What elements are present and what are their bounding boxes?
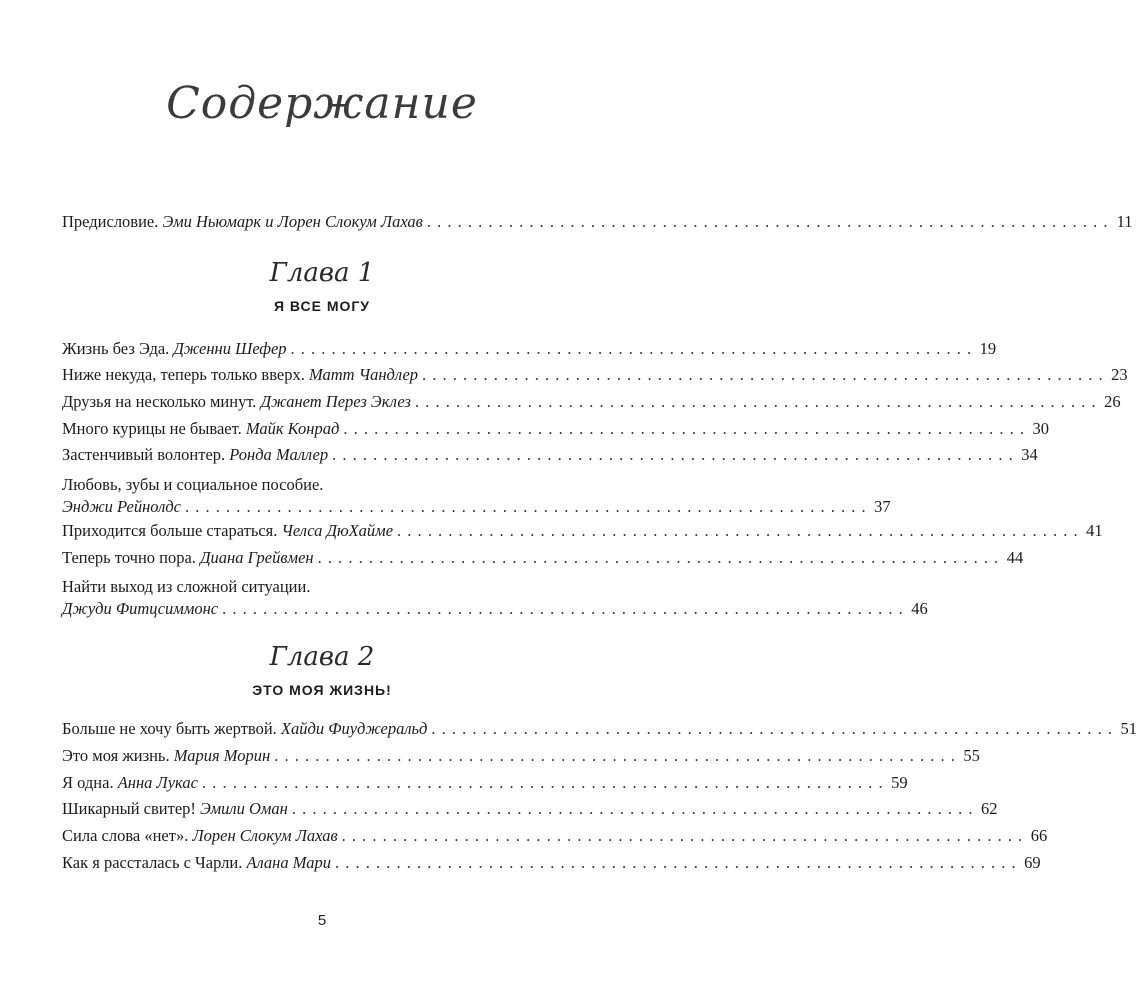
entry-author: Джуди Фитцсиммонс [62,599,219,618]
toc-entry[interactable] [62,718,1137,740]
entry-title: Больше не хочу быть жертвой. [62,719,277,738]
entry-author: Хайди Фиуджеральд [280,719,428,738]
entry-page-number: 46 [911,599,928,618]
toc-entry[interactable] [62,418,1049,440]
leader-dots [431,718,1113,740]
entry-title: Предисловие. [62,212,159,231]
leader-dots [291,338,973,360]
entry-title: Теперь точно пора. [62,548,196,567]
entry-page-number: 30 [1032,419,1049,438]
entry-title: Найти выход из сложной ситуации. [62,577,311,596]
toc-entry[interactable] [62,852,1041,874]
toc-entry[interactable] [62,798,998,820]
entry-page-number: 41 [1086,521,1103,540]
toc-entry[interactable] [62,391,1121,413]
leader-dots [343,418,1025,440]
leader-dots [202,772,884,794]
toc-entry[interactable] [62,547,1024,569]
leader-dots [427,211,1109,233]
entry-page-number: 59 [891,773,908,792]
entry-page-number: 11 [1116,212,1133,231]
entry-author: Диана Грейвмен [200,548,314,567]
leader-dots [318,547,1000,569]
leader-dots [342,825,1024,847]
leader-dots [422,364,1104,386]
entry-page-number: 37 [874,497,891,516]
entry-page-number: 55 [963,746,980,765]
toc-entry[interactable] [62,338,997,360]
entry-title: Жизнь без Эда. [62,339,170,358]
entry-title: Застенчивый волонтер. [62,445,226,464]
entry-author: Ронда Маллер [229,445,329,464]
entry-page-number: 44 [1006,548,1024,567]
entry-title: Ниже некуда, теперь только вверх. [62,365,305,384]
entry-page-number: 19 [979,339,997,358]
entry-title: Друзья на несколько минут. [62,392,257,411]
entry-title: Это моя жизнь. [62,746,170,765]
entry-page-number: 23 [1111,365,1128,384]
entry-author: Майк Конрад [245,419,340,438]
toc-entry[interactable] [62,576,928,620]
entry-author: Челса ДюХайме [281,521,394,540]
leader-dots [415,391,1097,413]
chapter-subtitle: Я ВСЕ МОГУ [273,298,371,314]
toc-entry[interactable] [62,745,980,767]
toc-entry[interactable] [62,825,1048,847]
toc-entry[interactable] [62,474,891,518]
entry-title: Я одна. [62,773,114,792]
entry-author: Эми Ньюмарк и Лорен Слокум Лахав [162,212,423,231]
entry-author: Дженни Шефер [173,339,287,358]
entry-title: Приходится больше стараться. [62,521,278,540]
entry-title: Шикарный свитер! [62,799,196,818]
leader-dots [222,598,904,620]
entry-page-number: 69 [1024,853,1041,872]
chapter-subtitle: ЭТО МОЯ ЖИЗНЬ! [252,682,392,698]
toc-entry[interactable] [62,364,1128,386]
entry-title: Много курицы не бывает. [62,419,242,438]
entry-title: Сила слова «нет». [62,826,189,845]
toc-entry[interactable] [62,444,1038,466]
entry-page-number: 34 [1021,445,1038,464]
entry-title: Как я рассталась с Чарли. [62,853,243,872]
chapter-heading: Глава 2 [269,642,375,672]
leader-dots [397,520,1079,542]
toc-entry[interactable] [62,520,1103,542]
entry-author: Мария Морин [173,746,271,765]
toc-entry-preface[interactable] [62,211,1133,233]
entry-title: Любовь, зубы и социальное пособие. [62,475,324,494]
leader-dots [185,496,867,518]
page-number-footer: 5 [317,912,327,929]
toc-entry[interactable] [62,772,908,794]
leader-dots [292,798,974,820]
entry-author: Лорен Слокум Лахав [192,826,338,845]
leader-dots [274,745,956,767]
leader-dots [332,444,1014,466]
entry-author: Джанет Перез Эклез [260,392,411,411]
chapter-heading: Глава 1 [269,258,375,288]
entry-author: Матт Чандлер [308,365,419,384]
entry-page-number: 26 [1104,392,1121,411]
entry-author: Энджи Рейнолдс [62,497,182,516]
entry-page-number: 62 [980,799,998,818]
entry-page-number: 51 [1120,719,1137,738]
page-title: Содержание [166,78,478,129]
entry-author: Анна Лукас [117,773,198,792]
entry-page-number: 66 [1030,826,1048,845]
entry-author: Алана Мари [246,853,331,872]
entry-author: Эмили Оман [200,799,288,818]
leader-dots [335,852,1017,874]
